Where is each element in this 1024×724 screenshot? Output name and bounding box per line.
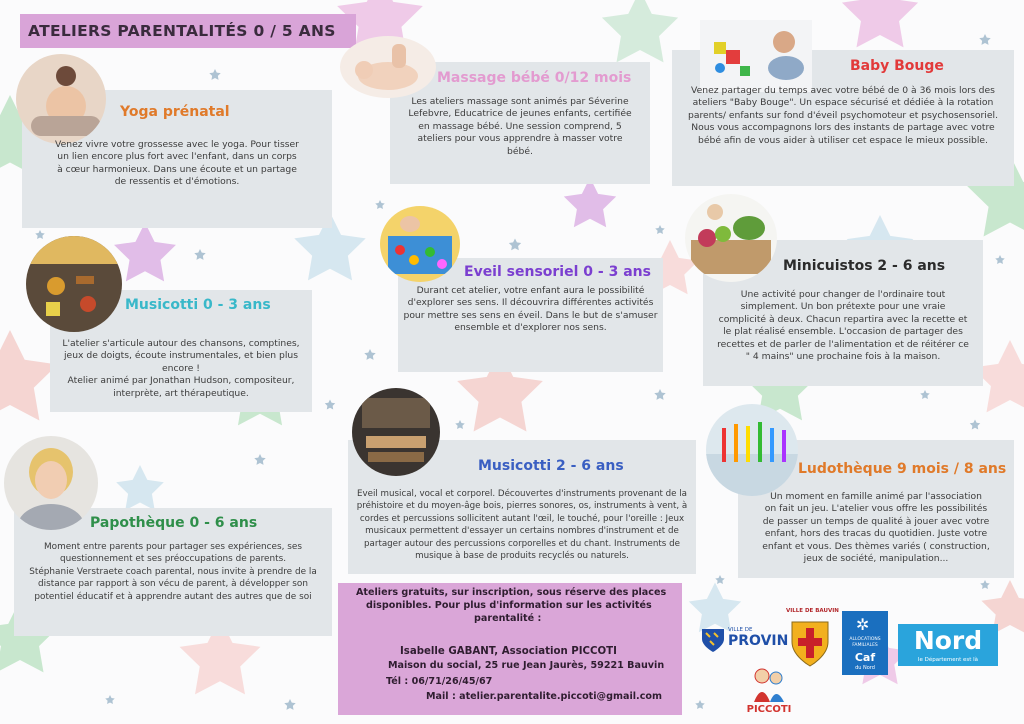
yoga-text: Venez vivre votre grossesse avec le yoga. Pour tisser un lien encore plus fort avec l'enfant, dans un corps à cœur harmonieux. Dans une écoute et un partage de ressentis et d'émotions. bbox=[55, 139, 299, 188]
musicotti-03-text: L'atelier s'articule autour des chansons, comptines, jeux de doigts, écoute instrumentales, et bien plus encore ! Atelier animé par Jonathan Hudson, compositeur, interprète, art thérapeutique. bbox=[62, 338, 300, 399]
contact-mail[interactable]: Mail : atelier.parentalite.piccoti@gmail.com bbox=[426, 691, 662, 702]
minicuistos-text: Une activité pour changer de l'ordinaire tout simplement. Un bon prétexte pour une vraie complicité à deux. Chacun repartira avec la recette et le plat réalisé ensemble. L'occasion de partager des recettes et de parler de l'alimentation et de réitérer ce " 4 mains" une prochaine fois à la maison. bbox=[717, 289, 969, 363]
contact-name: Isabelle GABANT, Association PICCOTI bbox=[400, 646, 617, 657]
eveil-text: Durant cet atelier, votre enfant aura le possibilité d'explorer ses sens. Il découvrira différentes activités pour mettre ses sens en éveil. Dans le but de s'amuser ensemble et d'explorer nos sens. bbox=[403, 285, 658, 334]
nord-logo bbox=[898, 624, 998, 666]
papotheque-photo bbox=[4, 436, 98, 530]
caf-label: Caf bbox=[854, 651, 876, 664]
provin-logo bbox=[700, 627, 789, 655]
page-title-banner bbox=[20, 14, 356, 48]
massage-title: Massage bébé 0/12 mois bbox=[437, 70, 632, 86]
contact-address: Maison du social, 25 rue Jean Jaurès, 59221 Bauvin bbox=[388, 660, 665, 671]
minicuistos-photo bbox=[685, 194, 777, 282]
eveil-photo bbox=[380, 206, 460, 282]
provin-small-label: VILLE DE bbox=[728, 627, 753, 633]
babybouge-photo bbox=[700, 20, 812, 92]
contact-line3: parentalité : bbox=[474, 613, 542, 624]
piccoti-children-icon bbox=[744, 664, 794, 704]
ludotheque-title: Ludothèque 9 mois / 8 ans bbox=[798, 461, 1007, 477]
musicotti-26-text: Eveil musical, vocal et corporel. Découvertes d'instruments provenant de la préhistoire et du moyen-âge bois, pierres sonores, os, instruments à vent, à cordes et percussions sollicitent autant l'œil, le touché, pour l'oreille : Jeux musicaux permettent d'essayer un certains nombres d'instrument et de partager autour des percussions corporelles et du chant. Instruments de musique à base de produits recyclés ou naturels. bbox=[356, 489, 688, 562]
musicotti-26-photo bbox=[352, 388, 440, 476]
contact-box bbox=[338, 583, 682, 715]
eveil-title: Eveil sensoriel 0 - 3 ans bbox=[464, 264, 651, 280]
babybouge-text: Venez partager du temps avec votre bébé de 0 à 36 mois lors des ateliers "Baby Bouge". Un espace sécurisé et dédiée à la rotation parents/ enfants sur fond d'éveil psychomoteur et psychosensoriel. Nous vous accompagnons lors des instants de partage avec votre bébé afin de vous aider à utiliser cet espace le mieux possible. bbox=[687, 85, 998, 146]
bauvin-label: VILLE DE BAUVIN bbox=[786, 608, 839, 614]
papotheque-text: Moment entre parents pour partager ses expériences, ses questionnement et ses préoccupations de parents. Stéphanie Verstraete coach parental, nous invite à prendre de la distance par rapport à son vécu de parent, à développer son potentiel éducatif et à apprendre autant des autres que de soi bbox=[29, 542, 317, 602]
yoga-photo bbox=[16, 54, 106, 144]
musicotti-03-photo bbox=[26, 236, 122, 332]
yoga-title: Yoga prénatal bbox=[120, 104, 230, 120]
minicuistos-title: Minicuistos 2 - 6 ans bbox=[783, 258, 946, 274]
nord-sub-label: le Département est là bbox=[917, 657, 979, 663]
contact-tel: Tél : 06/71/26/45/67 bbox=[386, 676, 493, 687]
massage-text: Les ateliers massage sont animés par Séverine Lefebvre, Educatrice de jeunes enfants, certifiée en massage bébé. Une session comprend, 5 ateliers pour vous apprendre à masser votre bébé. bbox=[408, 96, 632, 157]
caf-line3: du Nord bbox=[855, 665, 875, 671]
ludotheque-text: Un moment en famille animé par l'association on fait un jeu. L'atelier vous offre les possibilités de passer un temps de qualité à jouer avec votre enfant, hors des tracas du quotidien. Juste votre enfant et vous. Des thèmes variés ( construction, jeux de société, manipulation... bbox=[762, 491, 990, 565]
contact-line2: disponibles. Pour plus d'information sur les activités bbox=[366, 600, 652, 611]
contact-line1: Ateliers gratuits, sur inscription, sous réserve des places bbox=[356, 587, 667, 598]
piccoti-label: PICCOTI bbox=[746, 704, 792, 715]
massage-photo bbox=[340, 36, 436, 98]
babybouge-title: Baby Bouge bbox=[850, 58, 944, 74]
caf-emblem-icon: ✲ bbox=[856, 615, 870, 634]
nord-label: Nord bbox=[913, 626, 983, 655]
caf-logo bbox=[842, 611, 888, 675]
caf-line1: ALLOCATIONS bbox=[849, 637, 881, 642]
caf-line2: FAMILIALES bbox=[852, 643, 878, 648]
bauvin-logo bbox=[786, 608, 839, 670]
piccoti-logo bbox=[744, 664, 794, 720]
musicotti-03-title: Musicotti 0 - 3 ans bbox=[125, 297, 271, 313]
page-title: ATELIERS PARENTALITÉS 0 / 5 ANS bbox=[28, 22, 336, 40]
papotheque-title: Papothèque 0 - 6 ans bbox=[90, 515, 258, 531]
bauvin-shield-icon bbox=[790, 618, 830, 668]
provin-label: PROVIN bbox=[728, 633, 789, 649]
provin-shield-icon bbox=[700, 627, 726, 653]
ludotheque-photo bbox=[706, 404, 798, 496]
musicotti-26-title: Musicotti 2 - 6 ans bbox=[478, 458, 624, 474]
